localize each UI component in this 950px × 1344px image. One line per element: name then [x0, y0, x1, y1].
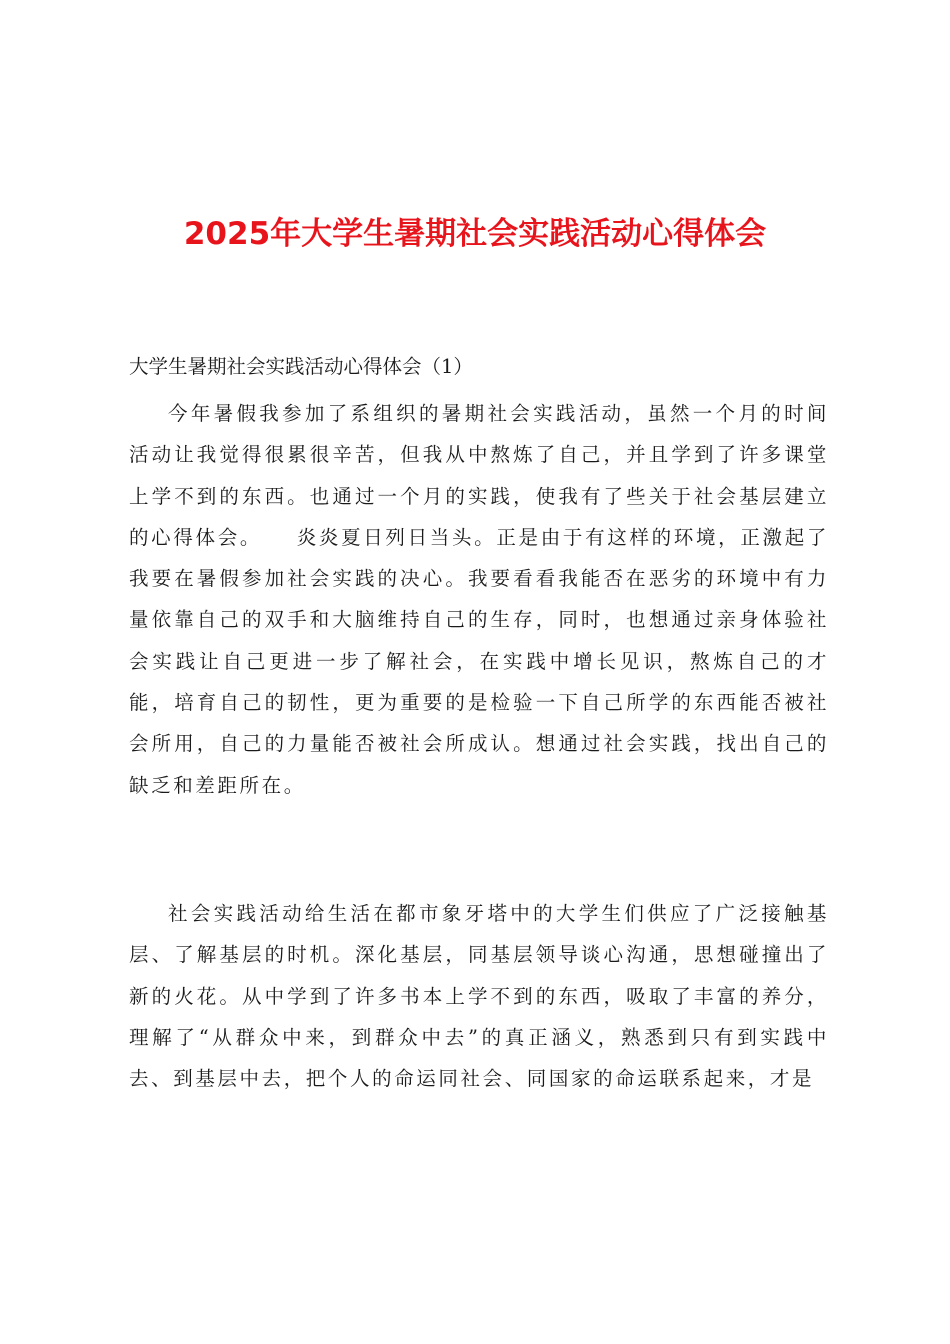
body-paragraph-1: 今年暑假我参加了系组织的暑期社会实践活动，虽然一个月的时间活动让我觉得很累很辛苦，但我从中熬炼了自己，并且学到了许多课堂上学不到的东西。也通过一个月的实践，使我有了些关于社会基层建立的心得体会。 炎炎夏日列日当头。正是由于有这样的环境，正激起了我要在暑假参加社会实践的决心。我要看看我能否在恶劣的环境中有力量依靠自己的双手和大脑维持自己的生存，同时，也想通过亲身体验社会实践让自己更进一步了解社会，在实践中增长见识，熬炼自己的才能，培育自己的韧性，更为重要的是检验一下自己所学的东西能否被社会所用，自己的力量能否被社会所成认。想通过社会实践，找出自己的缺乏和差距所在。 [129, 402, 829, 797]
section-heading: 大学生暑期社会实践活动心得体会（1） [129, 355, 473, 378]
body-paragraph-2: 社会实践活动给生活在都市象牙塔中的大学生们供应了广泛接触基层、了解基层的时机。深化基层，同基层领导谈心沟通，思想碰撞出了新的火花。从中学到了许多书本上学不到的东西，吸取了丰富的养分，理解了“从群众中来，到群众中去”的真正涵义，熟悉到只有到实践中去、到基层中去，把个人的命运同社会、同国家的命运联系起来，才是 [129, 902, 829, 1091]
document-title: 2025年大学生暑期社会实践活动心得体会 [183, 216, 767, 252]
